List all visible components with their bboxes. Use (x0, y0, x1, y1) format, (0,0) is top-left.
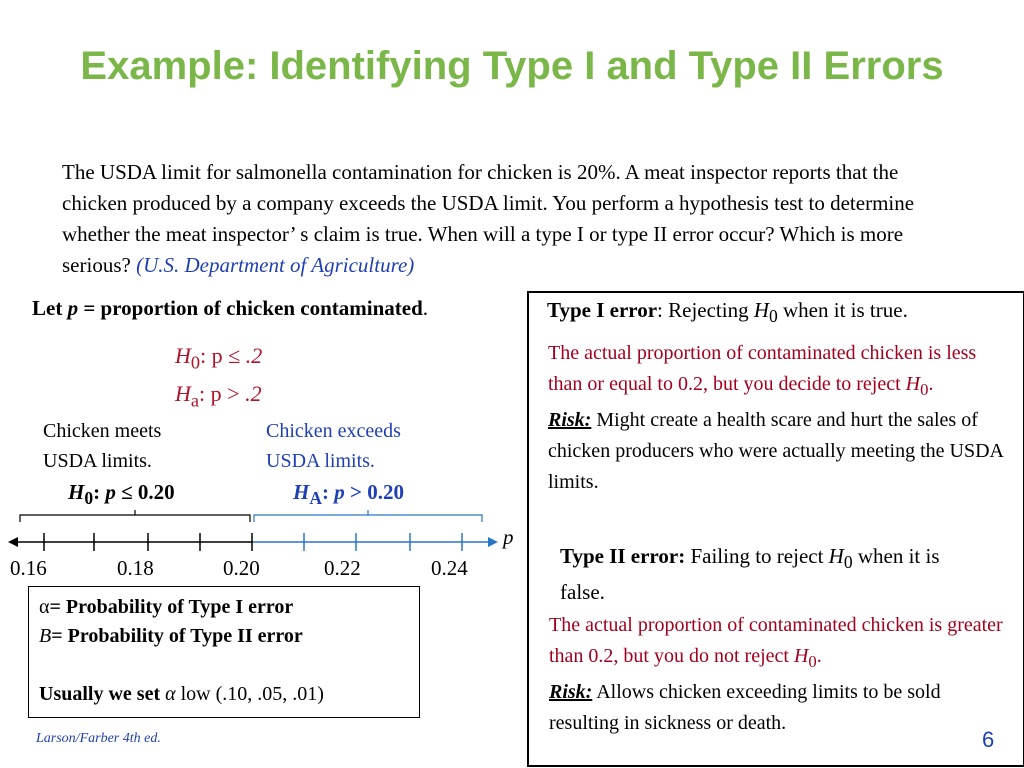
beta-text: = Probability of Type II error (51, 625, 303, 647)
exceeds-limits-label (266, 416, 401, 476)
type1-risk-text: Might create a health scare and hurt the sales of chicken producers who were actually meeting the USDA limits. (548, 409, 1003, 493)
h0-value: .2 (245, 343, 263, 368)
type2-body (549, 610, 1004, 739)
let-prefix: Let (32, 296, 68, 320)
exceeds-bracket (254, 515, 482, 522)
ha-sub: a (190, 390, 200, 411)
type1-desc-sub: 0 (920, 380, 929, 399)
type1-desc-symbol: H (905, 373, 921, 395)
h0-range-colon: : (93, 480, 106, 504)
type1-risk-label: Risk: (548, 409, 592, 431)
ha-range-symbol: H (293, 480, 310, 504)
type1-h-symbol: H (753, 298, 770, 322)
axis-arrow-left (8, 537, 18, 547)
ha-range-var: p (334, 480, 345, 504)
ha-range-sub: A (309, 488, 322, 509)
type1-heading (547, 295, 1017, 331)
source-citation: (U.S. Department of Agriculture) (136, 253, 415, 277)
h0-range-sub: 0 (84, 488, 94, 509)
type1-description (548, 342, 977, 399)
h0-relation: : p ≤ (200, 343, 246, 368)
hypotheses (175, 340, 262, 417)
ha-range-rel: > 0.20 (344, 480, 404, 504)
footer-credit: Larson/Farber 4th ed. (36, 731, 161, 746)
type2-desc-sub: 0 (808, 652, 817, 671)
type1-end: when it is true. (777, 298, 908, 322)
type1-title: Type I error (547, 298, 658, 322)
type2-title: Type II error: (560, 544, 686, 568)
axis-arrow-right (488, 537, 498, 547)
type2-risk-label: Risk: (549, 681, 593, 703)
beta-symbol: B (39, 625, 52, 647)
alternative-hypothesis (175, 378, 262, 416)
type2-desc-text: The actual proportion of contaminated chicken is greater than 0.2, but you do not reject (549, 614, 1003, 667)
h0-range-symbol: H (68, 480, 85, 504)
ha-relation: : p > (199, 381, 246, 407)
number-line (0, 500, 530, 585)
usual-alpha-symbol: α (165, 683, 176, 705)
null-hypothesis (175, 340, 262, 378)
tick-label: 0.20 (223, 556, 260, 580)
meets-line-2: USDA limits. (43, 450, 152, 472)
let-rest: = proportion of chicken contaminated (78, 296, 423, 320)
errors-box (527, 291, 1024, 767)
type1-body (548, 338, 1008, 498)
axis-variable-label: p (503, 525, 514, 549)
ha-symbol: H (175, 381, 191, 407)
usual-bold: Usually we set (39, 683, 166, 705)
type2-end: when it is false. (560, 544, 940, 605)
type2-heading (560, 541, 940, 607)
type1-desc-text: The actual proportion of contaminated chicken is less than or equal to 0.2, but you decide to reject (548, 342, 977, 395)
type2-h-symbol: H (828, 544, 844, 568)
exceeds-line-1: Chicken exceeds (266, 420, 401, 442)
h0-range-var: p (105, 480, 116, 504)
tick-label: 0.22 (324, 556, 361, 580)
let-end: . (422, 296, 428, 320)
meets-bracket (20, 515, 250, 522)
usual-alpha-note (39, 680, 409, 709)
problem-text: The USDA limit for salmonella contamination for chicken is 20%. A meat inspector reports that the chicken produced by a company exceeds the USDA limit. You perform a hypothesis test to determine whether the meat inspector’ s claim is true. When will a type I or type II error occur? Which is more serious? (62, 160, 915, 277)
exceeds-line-2: USDA limits. (266, 450, 375, 472)
tick-label: 0.18 (117, 556, 154, 580)
tick-label: 0.24 (431, 556, 468, 580)
tick-label: 0.16 (10, 556, 47, 580)
type2-rest: Failing to reject (685, 544, 829, 568)
type1-h-sub: 0 (769, 306, 778, 327)
meets-limits-label (43, 416, 161, 476)
h0-symbol: H (175, 343, 191, 368)
type1-desc-end: . (928, 373, 934, 395)
type2-h-sub: 0 (843, 552, 853, 573)
type1-rest: : Rejecting (657, 298, 754, 322)
alpha-symbol: α (39, 596, 50, 618)
beta-definition (39, 622, 409, 651)
type2-description (549, 614, 1003, 671)
let-var: p (67, 296, 79, 320)
ha-range-colon: : (321, 480, 335, 504)
alpha-definition (39, 593, 409, 622)
h0-sub: 0 (190, 352, 201, 373)
problem-statement (62, 157, 962, 281)
variable-definition (32, 296, 428, 321)
type2-desc-end: . (816, 645, 822, 667)
type2-desc-symbol: H (793, 645, 809, 667)
slide-title: Example: Identifying Type I and Type II Errors (80, 44, 944, 88)
h0-range-rel: ≤ 0.20 (115, 480, 175, 504)
page-number: 6 (982, 727, 995, 752)
usual-rest: low (.10, .05, .01) (175, 683, 324, 705)
definitions-box (28, 586, 420, 718)
ha-value: .2 (245, 381, 262, 407)
type2-risk-text: Allows chicken exceeding limits to be sold resulting in sickness or death. (549, 681, 941, 734)
meets-line-1: Chicken meets (43, 420, 162, 442)
alpha-text: = Probability of Type I error (49, 596, 294, 618)
